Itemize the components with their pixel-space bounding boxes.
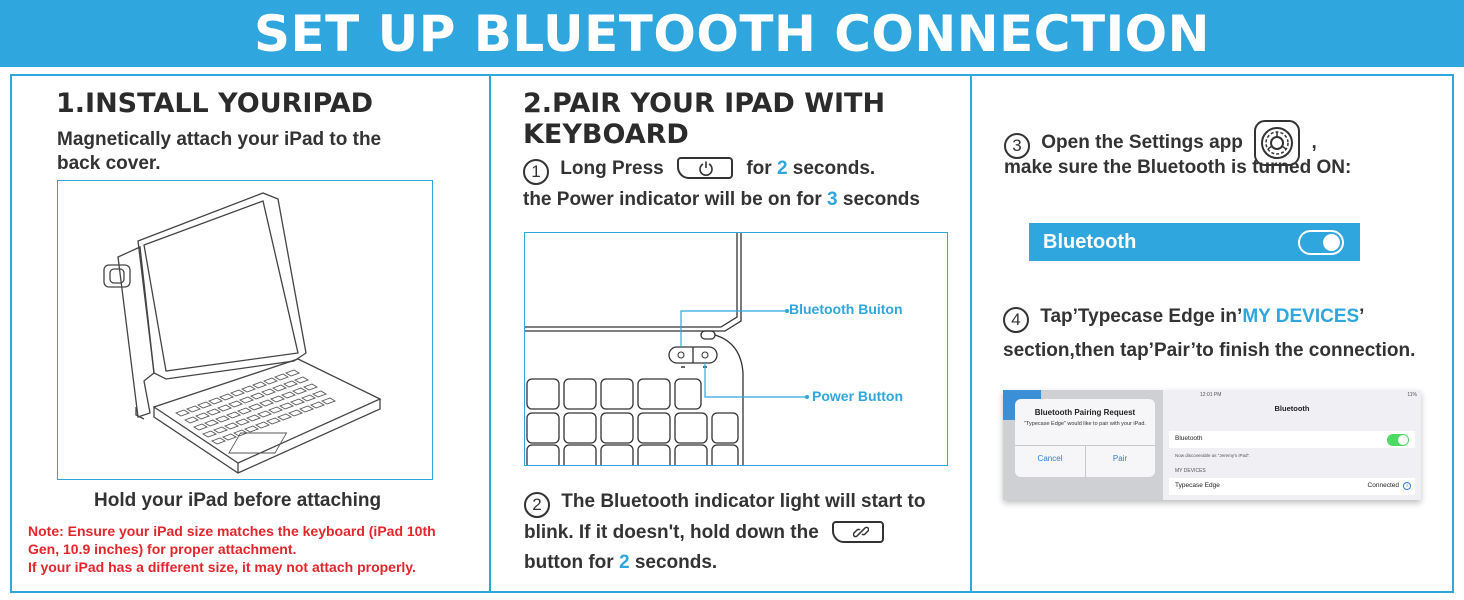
section-title-install: 1.INSTALL YOURIPAD <box>56 88 374 119</box>
keycap-icon <box>304 384 317 390</box>
bluetooth-row <box>1169 431 1415 448</box>
device-row[interactable] <box>1169 478 1415 495</box>
keycap-icon <box>249 404 262 410</box>
callout-bluetooth-button: Bluetooth Buiton <box>789 301 903 317</box>
keycap-icon <box>271 396 284 402</box>
keycap-icon <box>260 400 273 406</box>
ios-pairing-screenshot <box>1003 390 1421 500</box>
step2-line2 <box>524 521 892 545</box>
step1-pre-text: Long Press <box>560 158 664 179</box>
keycap-icon <box>176 410 189 416</box>
keyboard-closeup-illustration <box>524 232 948 466</box>
keycap-icon <box>231 390 244 396</box>
note-line3: If your iPad has a different size, it may not attach properly. <box>28 559 416 575</box>
keycap-icon <box>712 413 738 443</box>
step1-indicator-seconds: 3 <box>827 189 838 210</box>
keycap-icon <box>282 392 295 398</box>
keycap-icon <box>269 407 282 413</box>
keycap-icon <box>198 402 211 408</box>
bluetooth-row-label: Bluetooth <box>1175 435 1203 442</box>
step2-line1-text: The Bluetooth indicator light will start to <box>561 491 926 512</box>
step4-line2: section,then tap’Pair’to finish the connection. <box>1003 340 1416 361</box>
column-divider <box>970 74 972 593</box>
status-battery: 11% <box>1407 392 1417 398</box>
my-devices-header: MY DEVICES <box>1175 468 1206 474</box>
keycap-icon <box>295 377 308 383</box>
keycap-icon <box>253 382 266 388</box>
keycap-icon <box>256 422 269 428</box>
keycap-icon <box>205 420 218 426</box>
keycap-icon <box>247 415 260 421</box>
bluetooth-setting-bar <box>1029 223 1360 261</box>
bluetooth-label: Bluetooth <box>1043 231 1137 253</box>
step-number-badge: 4 <box>1003 307 1029 333</box>
step4-line1 <box>1003 305 1364 333</box>
install-desc-line1: Magnetically attach your iPad to the <box>57 129 382 150</box>
keycap-icon <box>209 398 222 404</box>
toggle-knob <box>1323 234 1340 251</box>
keycap-icon <box>227 412 240 418</box>
settings-header: Bluetooth <box>1274 404 1310 413</box>
step2-line3-post: seconds. <box>634 552 718 573</box>
keycap-icon <box>638 445 670 466</box>
step1-post-text: seconds. <box>792 158 876 179</box>
keycap-icon <box>258 411 271 417</box>
keycap-icon <box>238 408 251 414</box>
section-title-pair-line1: 2.PAIR YOUR IPAD WITH <box>523 88 886 119</box>
keycap-icon <box>207 409 220 415</box>
keycap-icon <box>242 386 255 392</box>
step4-pre-text: Tap’Typecase Edge in’ <box>1040 306 1243 327</box>
pair-button[interactable]: Pair <box>1112 454 1128 463</box>
keycap-icon <box>194 424 207 430</box>
keycap-icon <box>262 389 275 395</box>
header-banner <box>0 0 1464 67</box>
keycap-icon <box>293 388 306 394</box>
device-status: Connected <box>1367 482 1399 489</box>
keycap-icon <box>527 379 559 409</box>
step4-post-text: ’ <box>1359 306 1365 327</box>
keycap-icon <box>240 397 253 403</box>
status-time: 12:01 PM <box>1200 392 1222 398</box>
section-title-pair-line2: KEYBOARD <box>523 119 689 150</box>
step1-line2-post: seconds <box>842 189 920 210</box>
keycap-icon <box>236 419 249 425</box>
keycap-icon <box>527 413 559 443</box>
step3-pre-text: Open the Settings app <box>1041 132 1243 154</box>
device-name: Typecase Edge <box>1175 482 1220 489</box>
keycap-icon <box>302 395 315 401</box>
ipad-keyboard-illustration <box>57 180 433 480</box>
info-icon[interactable]: i <box>1403 482 1411 490</box>
keycap-icon <box>675 445 707 466</box>
keycap-icon <box>185 417 198 423</box>
keycap-icon <box>225 423 238 429</box>
step3-post-text: , <box>1311 132 1317 154</box>
keycap-icon <box>278 414 291 420</box>
install-desc-line2: back cover. <box>57 153 161 174</box>
step2-line1 <box>524 490 925 518</box>
keycap-icon <box>601 379 633 409</box>
keycap-icon <box>214 427 227 433</box>
dialog-message: "Typecase Edge" would like to pair with your iPad. <box>1024 421 1146 427</box>
keycap-icon <box>220 394 233 400</box>
screenshot-settings-panel <box>1163 390 1421 500</box>
keycap-icon <box>229 401 242 407</box>
keycap-icon <box>291 399 304 405</box>
step2-seconds-value: 2 <box>618 552 630 573</box>
keycap-icon <box>638 379 670 409</box>
step1-mid-text: for <box>746 158 772 179</box>
keycap-icon <box>273 385 286 391</box>
step-number-badge: 3 <box>1004 133 1030 159</box>
step1-line2 <box>523 188 920 212</box>
keycap-icon <box>212 438 225 444</box>
keycap-icon <box>264 378 277 384</box>
keycap-icon <box>251 393 264 399</box>
keycap-icon <box>284 381 297 387</box>
keycap-icon <box>286 370 299 376</box>
keycap-icon <box>313 391 326 397</box>
note-line2: Gen, 10.9 inches) for proper attachment. <box>28 541 297 557</box>
step1-line1 <box>523 157 875 185</box>
discoverable-text: Now discoverable as "Jeremy's iPad". <box>1175 453 1251 458</box>
keycap-icon <box>218 405 231 411</box>
step2-line3-pre: button for <box>524 552 614 573</box>
step2-line3 <box>524 551 717 575</box>
keycap-icon <box>527 445 559 466</box>
bluetooth-row-toggle[interactable] <box>1387 434 1409 446</box>
step1-line2-pre: the Power indicator will be on for <box>523 189 822 210</box>
keycap-icon <box>601 413 633 443</box>
cancel-button[interactable]: Cancel <box>1037 454 1063 463</box>
keycap-icon <box>601 445 633 466</box>
keycap-icon <box>564 445 596 466</box>
bluetooth-toggle[interactable] <box>1298 230 1344 255</box>
step-number-badge: 2 <box>524 492 550 518</box>
keycap-icon <box>564 413 596 443</box>
keycap-icon <box>322 398 335 404</box>
keycap-icon <box>300 406 313 412</box>
keycap-icon <box>675 379 701 409</box>
keycap-icon <box>280 403 293 409</box>
callout-power-button: Power Button <box>812 388 903 404</box>
keycap-icon <box>216 416 229 422</box>
link-key-icon <box>832 521 884 543</box>
step-number-badge: 1 <box>523 159 549 185</box>
page-title: SET UP BLUETOOTH CONNECTION <box>253 5 1211 63</box>
pairing-dialog <box>1015 399 1155 477</box>
keycap-icon <box>712 445 738 466</box>
dialog-title: Bluetooth Pairing Request <box>1034 408 1136 417</box>
keycap-icon <box>223 434 236 440</box>
keycap-icon <box>267 418 280 424</box>
power-key-icon <box>677 157 733 179</box>
keycap-icon <box>564 379 596 409</box>
keycap-icon <box>203 431 216 437</box>
keycap-icon <box>196 413 209 419</box>
screenshot-left-panel <box>1003 390 1163 500</box>
keycap-icon <box>675 413 707 443</box>
install-caption: Hold your iPad before attaching <box>94 490 382 511</box>
keycap-icon <box>187 406 200 412</box>
keycap-icon <box>289 410 302 416</box>
note-line1: Note: Ensure your iPad size matches the keyboard (iPad 10th <box>28 523 436 539</box>
keycap-icon <box>275 374 288 380</box>
keycap-icon <box>311 402 324 408</box>
my-devices-highlight: MY DEVICES <box>1242 306 1360 327</box>
step3-line2: make sure the Bluetooth is turned ON: <box>1004 157 1352 178</box>
step2-line2-pre: blink. If it doesn't, hold down the <box>524 522 819 543</box>
column-divider <box>489 74 491 593</box>
keycap-icon <box>245 426 258 432</box>
keycap-icon <box>638 413 670 443</box>
step1-seconds-value: 2 <box>776 158 788 179</box>
